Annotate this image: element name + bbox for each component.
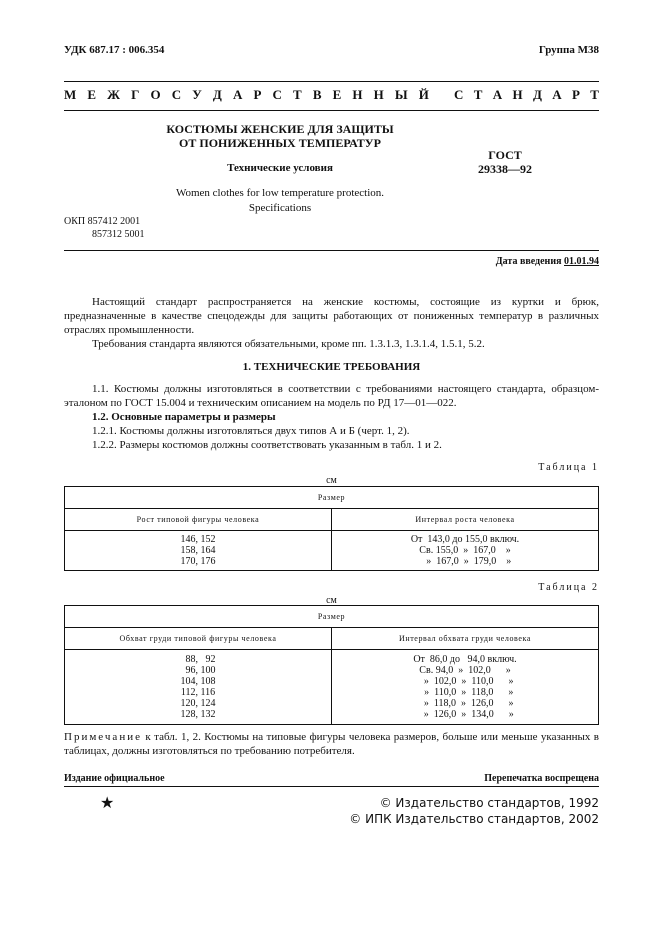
table-cell-value: 120, 124 <box>180 698 216 709</box>
banner-left <box>64 87 429 103</box>
official-edition-label: Издание официальное <box>64 773 165 784</box>
banner_right-letter: А <box>492 87 503 102</box>
intro-paragraph-1: Настоящий стандарт распространяется на женские костюмы, состоящие из куртки и брюк, предназначенные в качестве спецодежды для защиты работающих от пониженных температур в различных отраслях промышленности. <box>64 296 599 336</box>
intro-paragraph-2: Требования стандарта являются обязательными, кроме пп. 1.3.1.3, 1.3.1.4, 1.5.1, 5.2. <box>92 338 485 350</box>
table-cell-value: 170, 176 <box>180 556 216 567</box>
title-line-2: ОТ ПОНИЖЕННЫХ ТЕМПЕРАТУР <box>179 136 381 150</box>
banner-right <box>454 87 599 103</box>
document-subtitle: Технические условия <box>227 162 333 174</box>
footer-rule <box>64 786 599 787</box>
banner_right-letter: Т <box>590 87 599 102</box>
table-2-col-2-header: Интервал обхвата груди человека <box>332 628 599 650</box>
gost-designation <box>460 148 550 176</box>
table-cell-value: » 126,0 » 134,0 » <box>416 709 514 720</box>
table-cell-value: 104, 108 <box>180 676 216 687</box>
table-2-col-2-values <box>332 650 599 725</box>
table-1-col-1-header: Рост типовой фигуры человека <box>65 509 332 531</box>
table-cell-value: Св. 155,0 » 167,0 » <box>419 545 511 556</box>
english-title <box>130 186 430 216</box>
table-note <box>64 730 599 758</box>
banner_left-letter: О <box>150 87 161 102</box>
banner_left-letter: Н <box>352 87 363 102</box>
table-cell-value: 112, 116 <box>180 687 216 698</box>
table-2-col-1-values <box>65 650 332 725</box>
banner_left-letter: Р <box>253 87 262 102</box>
okp-codes <box>64 215 145 241</box>
banner_left-letter: Е <box>87 87 97 102</box>
table-cell-value: » 167,0 » 179,0 » <box>418 556 512 567</box>
table-cell-value: 96, 100 <box>180 665 216 676</box>
table-cell-value: 158, 164 <box>180 545 216 556</box>
table-2-caption: Таблица 2 <box>538 582 599 593</box>
table-cell-value: 128, 132 <box>180 709 216 720</box>
header-bottom-rule <box>64 250 599 251</box>
date-value: 01.01.94 <box>564 256 599 267</box>
banner_left-letter: М <box>64 87 77 102</box>
table-cell-value: » 102,0 » 110,0 » <box>416 676 514 687</box>
section-paragraph-3: 1.2.1. Костюмы должны изготовляться двух типов А и Б (черт. 1, 2). <box>92 425 410 437</box>
table-2 <box>64 605 599 725</box>
banner_left-letter: А <box>232 87 243 102</box>
top-rule <box>64 81 599 82</box>
banner_left-letter: Е <box>332 87 342 102</box>
document-title <box>130 122 430 150</box>
table-1 <box>64 486 599 571</box>
banner_right-letter: Н <box>512 87 523 102</box>
table-1-caption: Таблица 1 <box>538 462 599 473</box>
banner_left-letter: Ы <box>394 87 408 102</box>
star-icon: ★ <box>100 795 115 812</box>
banner_left-letter: Й <box>418 87 429 102</box>
banner_left-letter: С <box>171 87 182 102</box>
table-2-col-1-header: Обхват груди типовой фигуры человека <box>65 628 332 650</box>
table-2-group-header: Размер <box>65 606 599 628</box>
table-cell-value: 88, 92 <box>180 654 216 665</box>
group-code: Группа М38 <box>538 44 599 56</box>
english-title-line-2: Specifications <box>248 202 312 214</box>
interstate-standard-banner <box>64 87 599 103</box>
date-label: Дата введения <box>495 256 562 267</box>
gost-label: ГОСТ <box>488 148 522 162</box>
banner-rule <box>64 110 599 111</box>
copyright-2002: © ИПК Издательство стандартов, 2002 <box>349 812 599 826</box>
copyright-block <box>349 795 599 827</box>
banner_right-letter: Д <box>532 87 542 102</box>
table-cell-value: От 143,0 до 155,0 включ. <box>410 534 520 545</box>
banner_left-letter: В <box>312 87 322 102</box>
gost-number: 29338—92 <box>478 162 532 176</box>
table-1-col-2-header: Интервал роста человека <box>332 509 599 531</box>
copyright-1992: © Издательство стандартов, 1992 <box>379 796 599 810</box>
table-cell-value: 146, 152 <box>180 534 216 545</box>
banner_right-letter: Р <box>571 87 580 102</box>
intro-text <box>64 295 599 351</box>
note-text: к табл. 1, 2. Костюмы на типовые фигуры человека размеров, больше или меньше указанных в таблицах, должны изготовляться по требованию потребителя. <box>64 731 599 757</box>
table-2-unit: см <box>326 595 337 606</box>
banner_left-letter: У <box>192 87 202 102</box>
okp-line-2: 857312 5001 <box>92 229 145 240</box>
section-paragraph-4: 1.2.2. Размеры костюмов должны соответствовать указанным в табл. 1 и 2. <box>92 439 442 451</box>
table-cell-value: » 110,0 » 118,0 » <box>416 687 514 698</box>
table-cell-value: Св. 94,0 » 102,0 » <box>419 665 511 676</box>
section-paragraph-2: 1.2. Основные параметры и размеры <box>92 411 276 423</box>
table-cell-value: От 86,0 до 94,0 включ. <box>413 654 517 665</box>
banner_left-letter: Ж <box>107 87 121 102</box>
table-cell-value: » 118,0 » 126,0 » <box>416 698 514 709</box>
section-text <box>64 382 599 452</box>
effective-date <box>496 256 599 267</box>
banner_right-letter: Т <box>473 87 483 102</box>
banner_right-letter: А <box>552 87 562 102</box>
reprint-prohibited-label: Перепечатка воспрещена <box>484 773 599 784</box>
banner_left-letter: Д <box>212 87 222 102</box>
table-1-group-header: Размер <box>65 487 599 509</box>
section-paragraph-1: 1.1. Костюмы должны изготовляться в соответствии с требованиями настоящего стандарта, образцом-эталоном по ГОСТ 15.004 и техническим описанием на модель по РД 17—01—022. <box>64 383 599 409</box>
table-1-unit: см <box>326 475 337 486</box>
title-line-1: КОСТЮМЫ ЖЕНСКИЕ ДЛЯ ЗАЩИТЫ <box>166 122 394 136</box>
table-1-col-2-values <box>332 531 599 571</box>
banner_left-letter: Т <box>293 87 302 102</box>
banner_right-letter: С <box>454 87 464 102</box>
english-title-line-1: Women clothes for low temperature protection. <box>175 187 385 199</box>
udk-code: УДК 687.17 : 006.354 <box>64 44 165 56</box>
banner_left-letter: С <box>272 87 282 102</box>
section-heading: 1. ТЕХНИЧЕСКИЕ ТРЕБОВАНИЯ <box>242 361 421 373</box>
okp-line-1: ОКП 857412 2001 <box>64 216 141 227</box>
note-label: Примечание <box>64 731 142 743</box>
table-1-col-1-values <box>65 531 332 571</box>
banner_left-letter: Г <box>131 87 140 102</box>
banner_left-letter: Н <box>373 87 384 102</box>
